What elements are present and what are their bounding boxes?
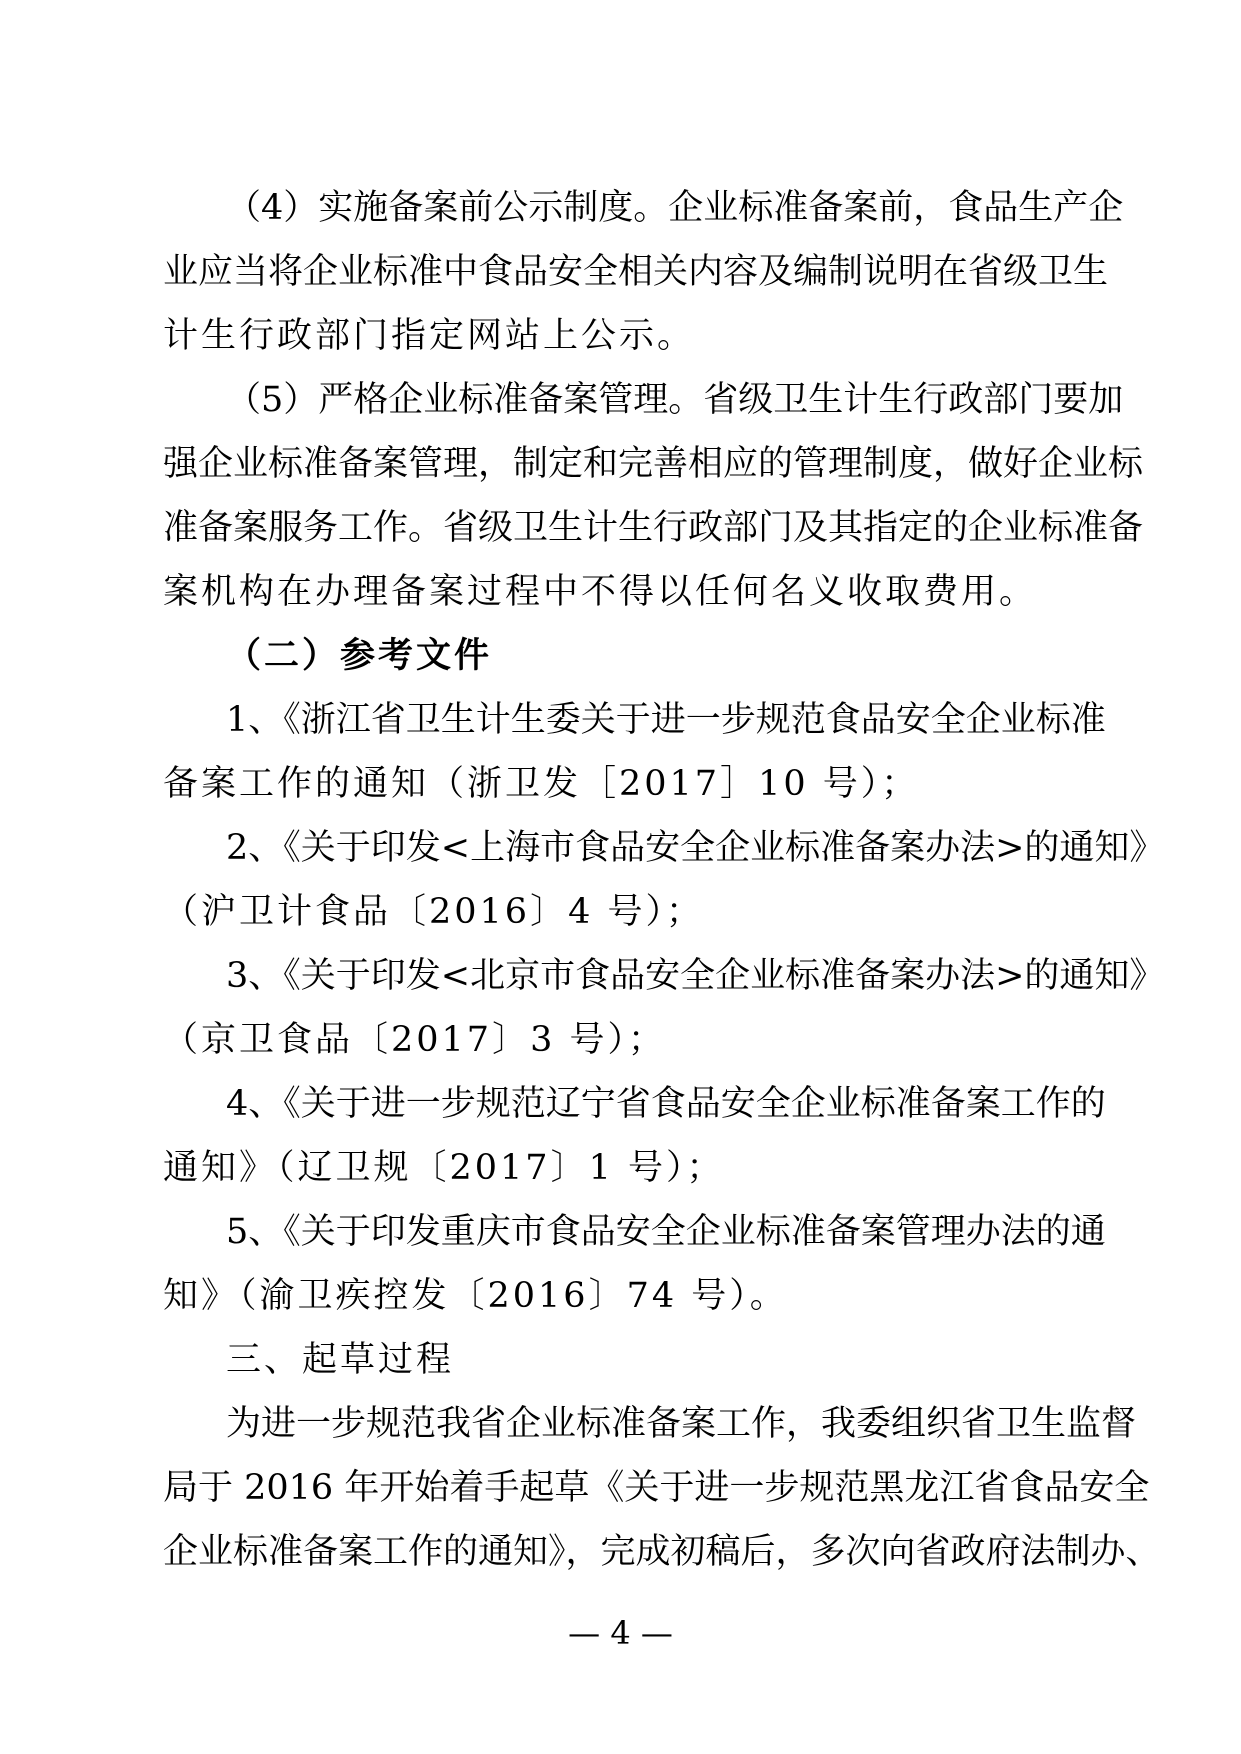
section-heading-drafting: 三、起草过程 [226,1340,455,1380]
reference-item-2-line-2: （沪卫计食品〔2016〕4 号）； [163,892,704,932]
paragraph-5-line-3: 准备案服务工作。省级卫生计生行政部门及其指定的企业标准备 [163,508,1144,548]
paragraph-5-line-2: 强企业标准备案管理，制定和完善相应的管理制度，做好企业标 [163,444,1144,484]
reference-item-4-line-1: 4、《关于进一步规范辽宁省食品安全企业标准备案工作的 [226,1084,1106,1124]
reference-item-1-line-2: 备案工作的通知（浙卫发［2017］10 号）； [163,764,920,804]
drafting-line-2: 局于 2016 年开始着手起草《关于进一步规范黑龙江省食品安全 [163,1468,1150,1508]
reference-item-3-line-2: （京卫食品〔2017〕3 号）； [163,1020,666,1060]
reference-item-1-line-1: 1、《浙江省卫生计生委关于进一步规范食品安全企业标准 [226,700,1106,740]
paragraph-4-line-2: 业应当将企业标准中食品安全相关内容及编制说明在省级卫生 [163,252,1109,292]
section-heading-references: （二）参考文件 [226,635,493,676]
reference-item-3-line-1: 3、《关于印发<北京市食品安全企业标准备案办法>的通知》 [226,956,1165,996]
paragraph-5-line-4: 案机构在办理备案过程中不得以任何名义收取费用。 [163,572,1038,612]
drafting-line-3: 企业标准备案工作的通知》，完成初稿后，多次向省政府法制办、 [163,1532,1161,1572]
reference-item-5-line-1: 5、《关于印发重庆市食品安全企业标准备案管理办法的通 [226,1212,1106,1252]
paragraph-5-line-1: （5）严格企业标准备案管理。省级卫生计生行政部门要加 [226,380,1124,420]
drafting-line-1: 为进一步规范我省企业标准备案工作，我委组织省卫生监督 [226,1404,1137,1444]
reference-item-2-line-1: 2、《关于印发<上海市食品安全企业标准备案办法>的通知》 [226,828,1165,868]
paragraph-4-line-1: （4）实施备案前公示制度。企业标准备案前，食品生产企 [226,188,1124,228]
reference-item-4-line-2: 通知》（辽卫规〔2017〕1 号）； [163,1148,725,1188]
reference-item-5-line-2: 知》（渝卫疾控发〔2016〕74 号）。 [163,1276,788,1316]
page-number: — 4 — [568,1614,673,1652]
paragraph-4-line-3: 计生行政部门指定网站上公示。 [163,316,696,356]
